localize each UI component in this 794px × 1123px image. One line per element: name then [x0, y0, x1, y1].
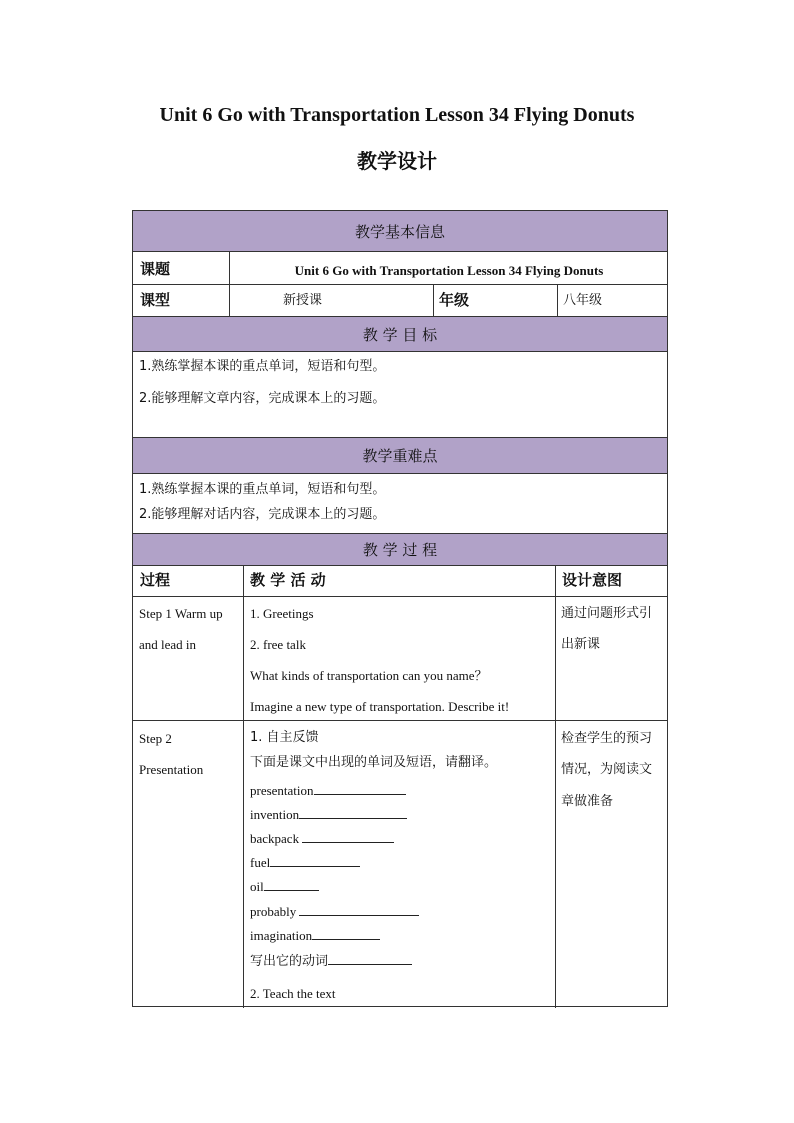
type-value: 新授课	[283, 293, 323, 308]
document-title: Unit 6 Go with Transportation Lesson 34 Flying Donuts	[159, 104, 635, 126]
step2-intent-cont: 情况，为阅读文	[561, 762, 653, 777]
step1-activity: 1. Greetings	[250, 606, 314, 621]
grade-label: 年级	[439, 291, 470, 309]
objective-item: 1.熟练掌握本课的重点单词，短语和句型。	[139, 359, 386, 374]
objectives-header: 教 学 目 标	[133, 316, 667, 352]
step2-sub2: 2. Teach the text	[250, 986, 336, 1001]
topic-label: 课题	[140, 260, 171, 278]
step2-name: Step 2	[139, 731, 172, 746]
document-subtitle: 教学设计	[357, 149, 437, 173]
step1-intent: 通过问题形式引	[561, 606, 653, 621]
col-divider	[229, 252, 230, 316]
step2-sub1: 1. 自主反馈	[250, 730, 319, 745]
col-divider	[555, 566, 556, 1008]
key-point-item: 2.能够理解对话内容，完成课本上的习题。	[139, 507, 386, 522]
key-point-item: 1.熟练掌握本课的重点单词，短语和句型。	[139, 482, 386, 497]
vocab-item: invention	[250, 806, 407, 823]
topic-value: Unit 6 Go with Transportation Lesson 34 Flying Donuts	[294, 263, 604, 278]
col-header-intent: 设计意图	[562, 571, 623, 589]
col-divider	[557, 284, 558, 316]
key-points-header: 教学重难点	[133, 437, 667, 474]
step1-activity: Imagine a new type of transportation. Describe it!	[250, 699, 510, 714]
step1-name: Step 1 Warm up	[139, 606, 223, 621]
vocab-item: presentation	[250, 782, 406, 799]
row-divider	[133, 596, 667, 597]
col-divider	[243, 566, 244, 1008]
step1-activity: What kinds of transportation can you name？	[250, 668, 488, 683]
objective-item: 2.能够理解文章内容，完成课本上的习题。	[139, 391, 386, 406]
step1-intent-cont: 出新课	[561, 637, 601, 652]
step1-name-cont: and lead in	[139, 637, 197, 652]
vocab-item: oil	[250, 878, 319, 895]
col-header-activity: 教 学 活 动	[250, 571, 326, 589]
col-header-step: 过程	[140, 571, 171, 589]
vocab-item: imagination	[250, 927, 380, 944]
verb-prompt: 写出它的动词	[250, 952, 412, 970]
vocab-item: probably	[250, 903, 419, 920]
step1-activity: 2. free talk	[250, 637, 306, 652]
step2-intent: 检查学生的预习	[561, 731, 653, 746]
type-label: 课型	[140, 291, 171, 309]
row-divider	[133, 284, 667, 285]
lesson-plan-table	[132, 210, 668, 1007]
step2-intent-cont: 章做准备	[561, 794, 614, 809]
basic-info-header: 教学基本信息	[133, 211, 667, 252]
step2-instruction: 下面是课文中出现的单词及短语，请翻译。	[250, 755, 498, 770]
step2-name-cont: Presentation	[139, 762, 204, 777]
vocab-item: fuel	[250, 854, 360, 871]
col-divider	[433, 284, 434, 316]
process-header: 教 学 过 程	[133, 533, 667, 566]
grade-value: 八年级	[563, 293, 603, 308]
row-divider	[133, 720, 667, 721]
vocab-item: backpack	[250, 830, 394, 847]
